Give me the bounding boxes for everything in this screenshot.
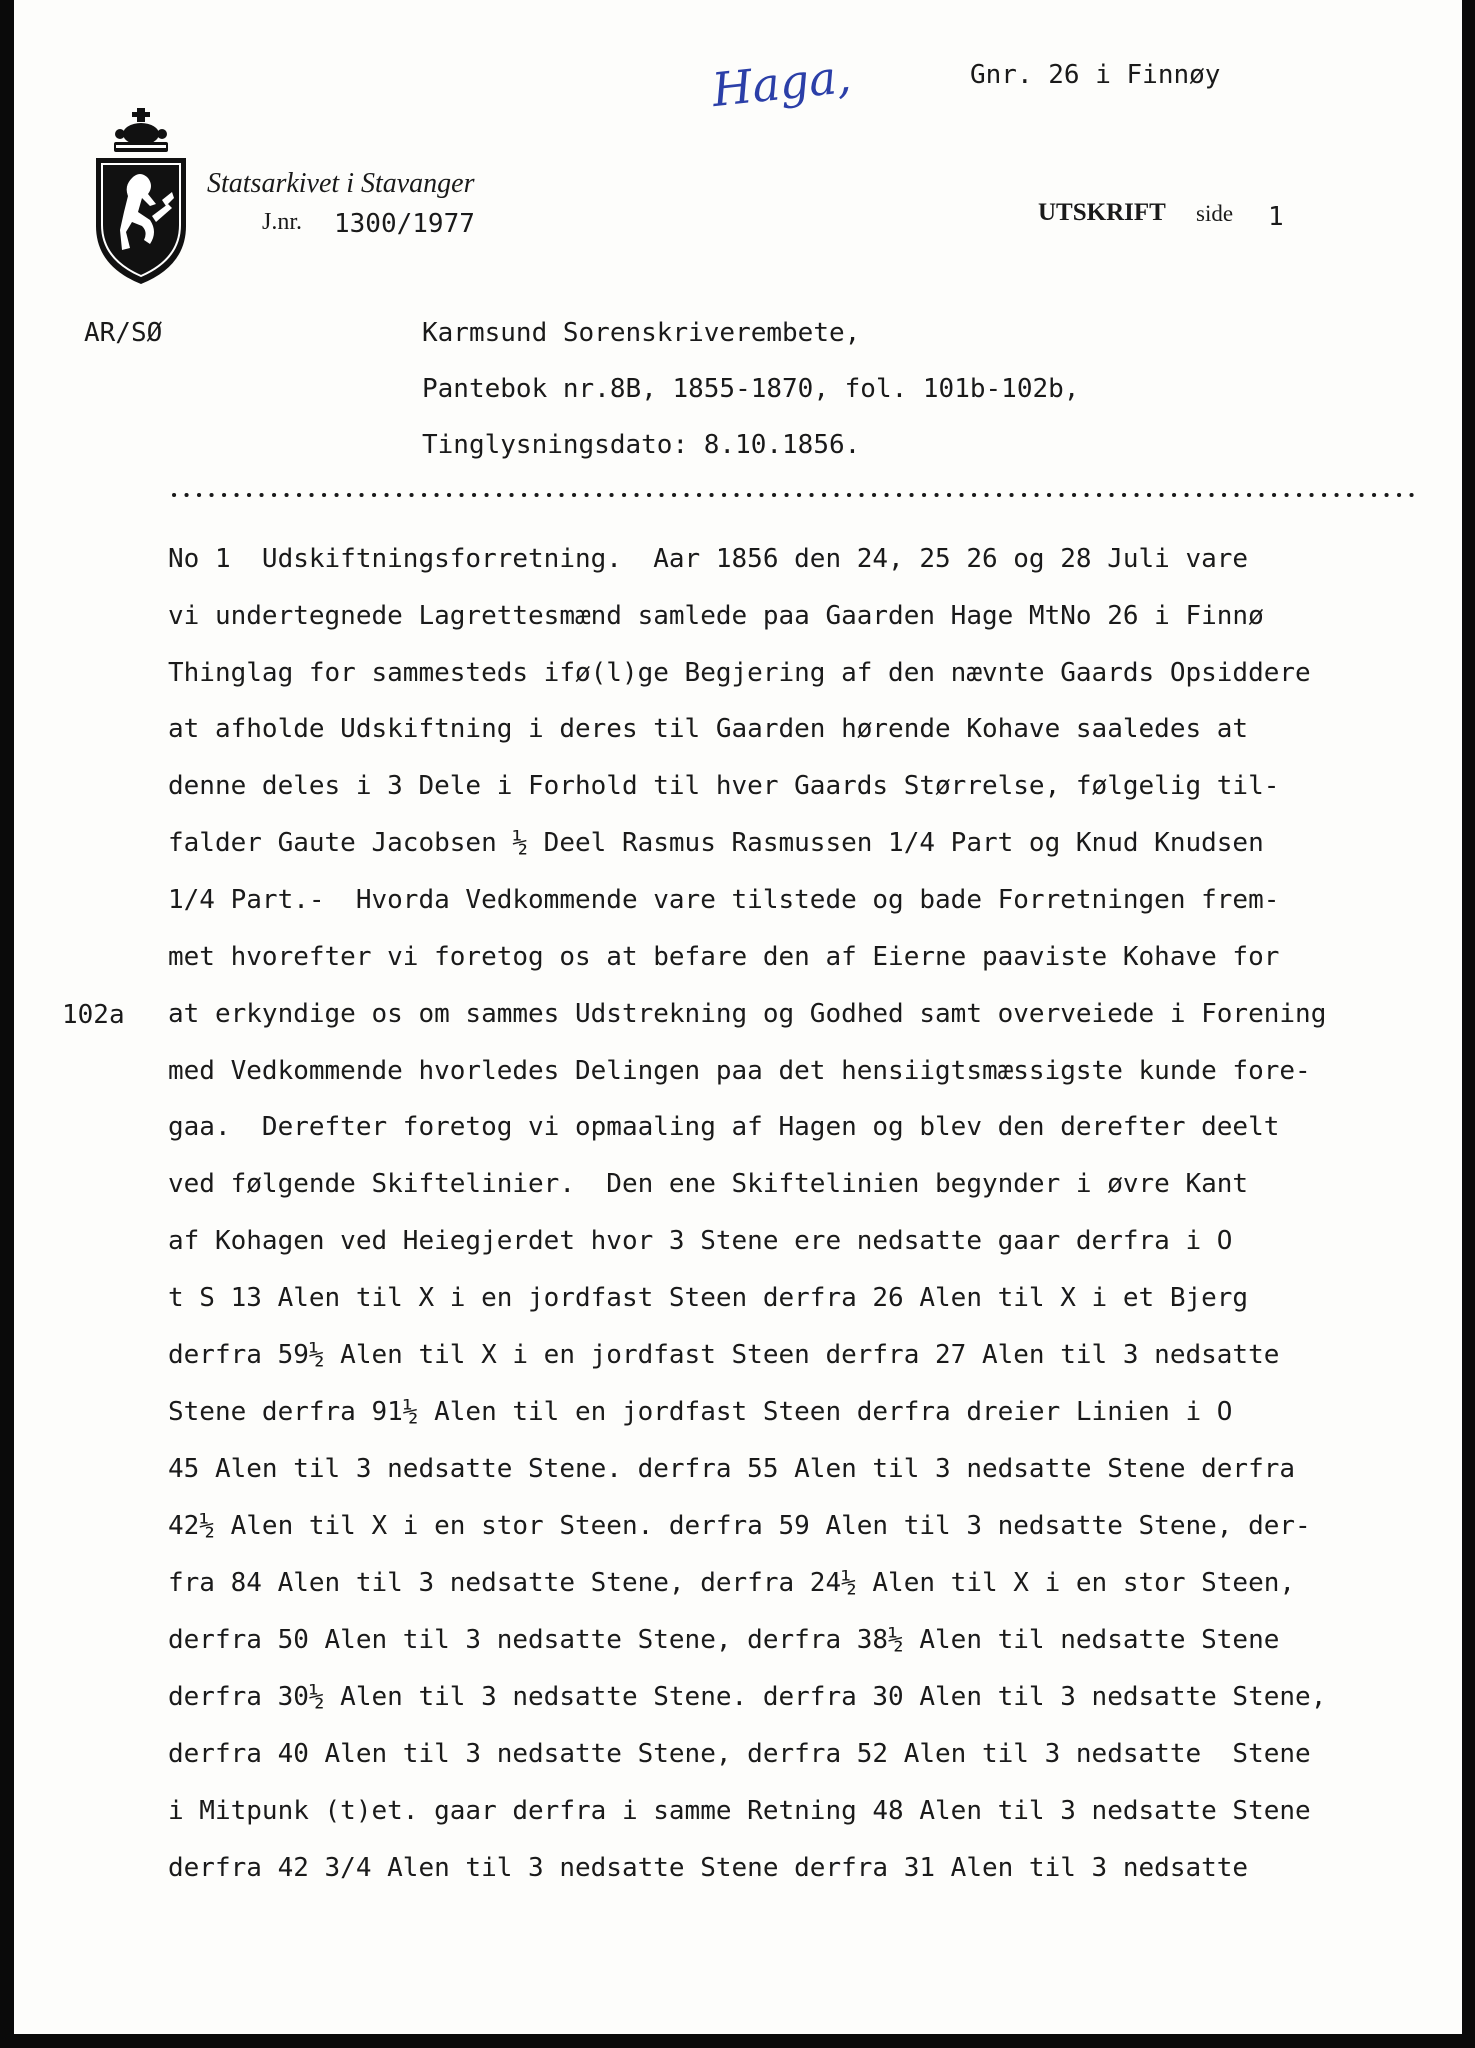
farm-number: Gnr. 26 i Finnøy	[970, 60, 1221, 90]
dotted-separator	[172, 492, 1422, 498]
transcript-label: UTSKRIFT	[1038, 199, 1166, 226]
page-side-label: side	[1196, 201, 1234, 226]
page-side-number: 1	[1268, 202, 1284, 232]
text-line: falder Gaute Jacobsen ½ Deel Rasmus Rasmussen 1/4 Part og Knud Knudsen	[168, 828, 1264, 858]
text-line: i Mitpunk (t)et. gaar derfra i samme Retning 48 Alen til 3 nedsatte Stene	[168, 1796, 1311, 1826]
initials: AR/SØ	[84, 318, 163, 348]
text-line: af Kohagen ved Heiegjerdet hvor 3 Stene ere nedsatte gaar derfra i O	[168, 1226, 1233, 1256]
text-line: derfra 30½ Alen til 3 nedsatte Stene. derfra 30 Alen til 3 nedsatte Stene,	[168, 1682, 1327, 1712]
text-line: derfra 59½ Alen til X i en jordfast Steen derfra 27 Alen til 3 nedsatte	[168, 1340, 1280, 1370]
text-line: derfra 40 Alen til 3 nedsatte Stene, derfra 52 Alen til 3 nedsatte Stene	[168, 1739, 1311, 1769]
archive-name: Statsarkivet i Stavanger	[207, 168, 475, 199]
text-line: ved følgende Skiftelinier. Den ene Skiftelinien begynder i øvre Kant	[168, 1169, 1249, 1199]
text-line: Thinglag for sammesteds ifø(l)ge Begjering af den nævnte Gaards Opsiddere	[168, 658, 1311, 688]
journal-number: 1300/1977	[334, 209, 475, 239]
text-line: No 1 Udskiftningsforretning. Aar 1856 den 24, 25 26 og 28 Juli vare	[168, 544, 1249, 574]
source-line: Pantebok nr.8B, 1855-1870, fol. 101b-102b,	[422, 374, 1080, 404]
journal-number-label: J.nr.	[262, 209, 303, 235]
text-line: at afholde Udskiftning i deres til Gaarden hørende Kohave saaledes at	[168, 714, 1249, 744]
text-line: denne deles i 3 Dele i Forhold til hver Gaards Størrelse, følgelig til-	[168, 771, 1280, 801]
text-line: fra 84 Alen til 3 nedsatte Stene, derfra 24½ Alen til X i en stor Steen,	[168, 1568, 1296, 1598]
text-line: met hvorefter vi foretog os at befare den af Eierne paaviste Kohave for	[168, 942, 1280, 972]
text-line: gaa. Derefter foretog vi opmaaling af Hagen og blev den derefter deelt	[168, 1112, 1280, 1142]
handwritten-annotation: Haga,	[709, 48, 854, 118]
text-line: vi undertegnede Lagrettesmænd samlede paa Gaarden Hage MtNo 26 i Finnø	[168, 601, 1264, 631]
text-line: Stene derfra 91½ Alen til en jordfast Steen derfra dreier Linien i O	[168, 1397, 1233, 1427]
text-line: derfra 50 Alen til 3 nedsatte Stene, derfra 38½ Alen til nedsatte Stene	[168, 1625, 1280, 1655]
text-line: derfra 42 3/4 Alen til 3 nedsatte Stene derfra 31 Alen til 3 nedsatte	[168, 1853, 1249, 1883]
margin-folio-note: 102a	[62, 1000, 125, 1030]
text-line: at erkyndige os om sammes Udstrekning og Godhed samt overveiede i Forening	[168, 999, 1327, 1029]
source-line: Karmsund Sorenskriverembete,	[422, 318, 861, 348]
coat-of-arms-icon	[92, 108, 190, 286]
text-line: 45 Alen til 3 nedsatte Stene. derfra 55 Alen til 3 nedsatte Stene derfra	[168, 1454, 1296, 1484]
source-line: Tinglysningsdato: 8.10.1856.	[422, 430, 861, 460]
text-line: med Vedkommende hvorledes Delingen paa det hensiigtsmæssigste kunde fore-	[168, 1056, 1311, 1086]
text-line: 42½ Alen til X i en stor Steen. derfra 59 Alen til 3 nedsatte Stene, der-	[168, 1511, 1311, 1541]
text-line: t S 13 Alen til X i en jordfast Steen derfra 26 Alen til X i et Bjerg	[168, 1283, 1249, 1313]
text-line: 1/4 Part.- Hvorda Vedkommende vare tilstede og bade Forretningen frem-	[168, 885, 1280, 915]
